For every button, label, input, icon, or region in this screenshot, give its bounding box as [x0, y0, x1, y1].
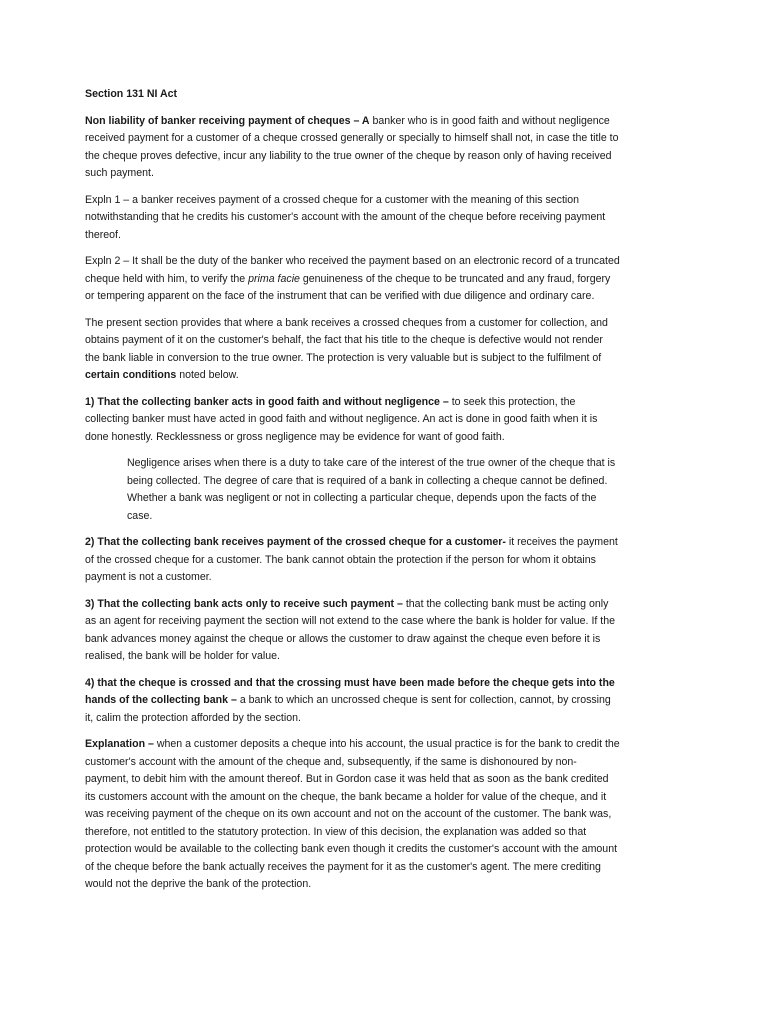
section-lead: Non liability of banker receiving payment of cheques – A	[85, 114, 370, 127]
explanation-text: when a customer deposits a cheque into his account, the usual practice is for the bank to credit the customer's account with the amount of the cheque and, subsequently, if the same is dishonoured by non-payment, to debit him with the amount thereof. But in Gordon case it was held that as soon as the bank credited its customers account with the amount on the cheque, the bank became a holder for value of the cheque, and it was receiving payment of the cheque on its own account and not on the account of the customer. The bank was, therefore, not entitled to the statutory protection. In view of this decision, the explanation was added so that protection would be available to the collecting bank even though it credits the customer's account with the amount of the cheque before the bank actually receives the payment for it as the customer's agent. The mere crediting would not the deprive the bank of the protection.	[85, 738, 620, 890]
present-section-after: noted below.	[176, 369, 239, 381]
explanation-1-paragraph: Expln 1 – a banker receives payment of a crossed cheque for a customer with the meaning of this section notwithstanding that he credits his customer's account with the amount of the cheque before receiving payment thereof.	[85, 193, 606, 241]
explanation-2-paragraph	[85, 253, 620, 306]
explanation-2-after: genuineness of the cheque to be truncated and any fraud, forgery or tempering apparent on the face of the instrument that can be verified with due diligence and ordinary care.	[85, 272, 611, 302]
condition-3-lead: 3) That the collecting bank acts only to receive such payment –	[85, 597, 403, 610]
condition-2-text: it receives the payment of the crossed cheque for a customer. The bank cannot obtain the protection if the person for whom it obtains payment is not a customer.	[85, 536, 618, 583]
section-paragraph	[85, 113, 620, 183]
present-section-paragraph	[85, 315, 620, 385]
condition-3-text: that the collecting bank must be acting only as an agent for receiving payment the section will not extend to the case where the bank is holder for value. If the bank advances money against the cheque or allows the customer to draw against the cheque even before it is realised, the bank will be holder for value.	[85, 597, 615, 662]
condition-4-paragraph	[85, 675, 620, 728]
present-section-before: The present section provides that where a bank receives a crossed cheques from a customer for collection, and obtains payment of it on the customer's behalf, the fact that his title to the cheque is defective would not render the bank liable in conversion to the true owner. The protection is very valuable but is subject to the fulfilment of	[85, 316, 608, 364]
explanation-2-italic: prima facie	[248, 272, 300, 285]
condition-2-paragraph	[85, 534, 620, 587]
explanation-2-before: Expln 2 – It shall be the duty of the banker who received the payment based on an electronic record of a truncated cheque held with him, to verify the	[85, 255, 620, 285]
condition-1-lead: 1) That the collecting banker acts in good faith and without negligence –	[85, 395, 449, 408]
condition-3-paragraph	[85, 596, 620, 666]
document-page	[85, 86, 620, 903]
explanation-lead: Explanation –	[85, 738, 154, 750]
condition-4-lead: 4) that the cheque is crossed and that the crossing must have been made before the cheque gets into the hands of the collecting bank –	[85, 676, 615, 706]
present-section-bold: certain conditions	[85, 369, 177, 381]
explanation-paragraph	[85, 736, 620, 894]
condition-1-paragraph	[85, 394, 620, 447]
condition-2-lead: 2) That the collecting bank receives payment of the crossed cheque for a customer-	[85, 536, 506, 548]
condition-1-note: Negligence arises when there is a duty to take care of the interest of the true owner of the cheque that is being collected. The degree of care that is required of a bank in collecting a cheque cannot be defined. Whether a bank was negligent or not in collecting a particular cheque, depends upon the facts of the case.	[127, 457, 616, 522]
document-title: Section 131 NI Act	[85, 88, 178, 100]
section-text: banker who is in good faith and without negligence received payment for a customer of a cheque crossed generally or specially to himself shall not, in case the title to the cheque proves defective, incur any liability to the true owner of the cheque by reason only of having received such payment.	[85, 114, 619, 179]
condition-1-text: to seek this protection, the collecting banker must have acted in good faith and without negligence. An act is done in good faith when it is done honestly. Recklessness or gross negligence may be evidence for want of good faith.	[85, 395, 598, 443]
condition-4-text: a bank to which an uncrossed cheque is sent for collection, cannot, by crossing it, calim the protection afforded by the section.	[85, 694, 611, 724]
